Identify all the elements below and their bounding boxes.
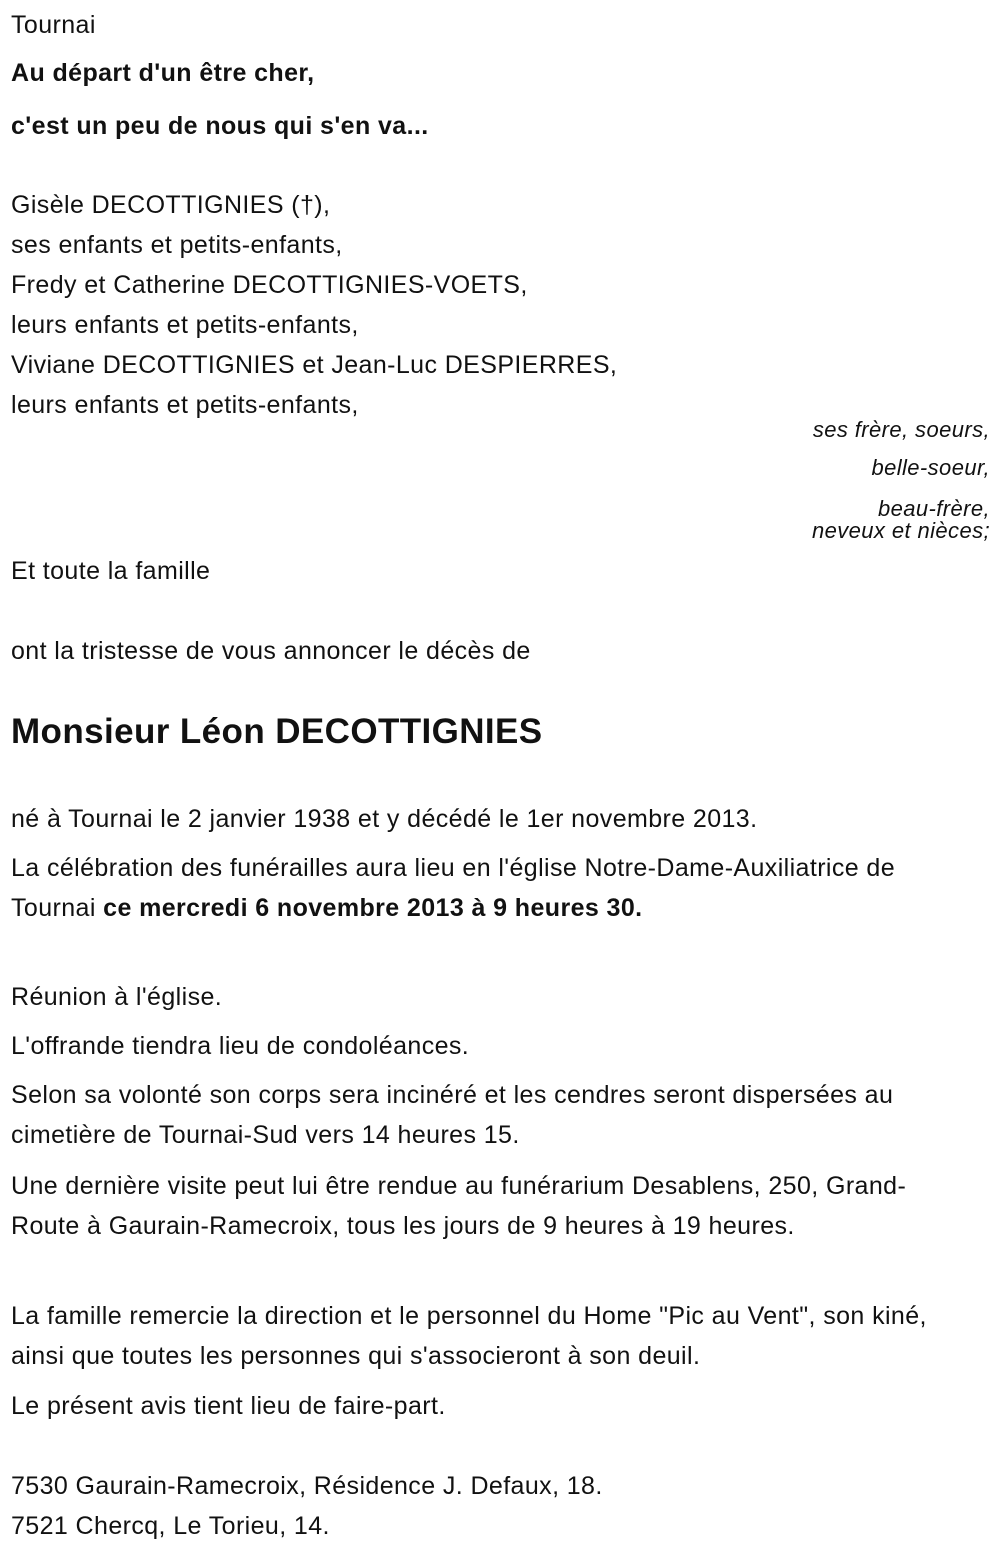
relatives-line: belle-soeur, [871,455,990,480]
birth-death-info: né à Tournai le 2 janvier 1938 et y décédé le 1er novembre 2013. [11,805,758,833]
relatives-line: beau-frère, [877,496,990,521]
family-line: Fredy et Catherine DECOTTIGNIES-VOETS, [11,271,528,299]
announcement: ont la tristesse de vous annoncer le décès de [11,637,531,665]
notice: Le présent avis tient lieu de faire-part. [11,1392,446,1420]
cremation-info: Selon sa volonté son corps sera incinéré et les cendres seront dispersées au cimetière de Tournai-Sud vers 14 heures 15. [11,1081,894,1149]
meeting-info: Réunion à l'église. [11,983,223,1011]
offering-info: L'offrande tiendra lieu de condoléances. [11,1032,470,1060]
family-line: leurs enfants et petits-enfants, [11,391,359,419]
quote-line-1: Au départ d'un être cher, [11,59,315,87]
address: 7521 Chercq, Le Torieu, 14. [11,1512,330,1540]
address: 7530 Gaurain-Ramecroix, Résidence J. Defaux, 18. [11,1472,603,1500]
thanks: La famille remercie la direction et le personnel du Home "Pic au Vent", son kiné, ainsi que toutes les personnes qui s'associeront à son deuil. [11,1302,927,1370]
ceremony-info [11,848,976,928]
relatives-line: ses frère, soeurs, [812,417,990,442]
family-line: Gisèle DECOTTIGNIES (†), [11,191,331,219]
deceased-name: Monsieur Léon DECOTTIGNIES [11,712,543,751]
family-line: ses enfants et petits-enfants, [11,231,343,259]
visit-info: Une dernière visite peut lui être rendue au funérarium Desablens, 250, Grand-Route à Gaurain-Ramecroix, tous les jours de 9 heures à 19 heures. [11,1172,907,1240]
family-line: leurs enfants et petits-enfants, [11,311,359,339]
location: Tournai [11,11,96,39]
quote-line-2: c'est un peu de nous qui s'en va... [11,112,429,140]
whole-family: Et toute la famille [11,557,211,585]
ceremony-text: La célébration des funérailles aura lieu en l'église Notre-Dame-Auxiliatrice de Tournai [11,854,896,922]
relatives-line: neveux et nièces; [811,518,990,543]
ceremony-datetime: ce mercredi 6 novembre 2013 à 9 heures 30. [103,894,643,922]
family-line: Viviane DECOTTIGNIES et Jean-Luc DESPIERRES, [11,351,618,379]
